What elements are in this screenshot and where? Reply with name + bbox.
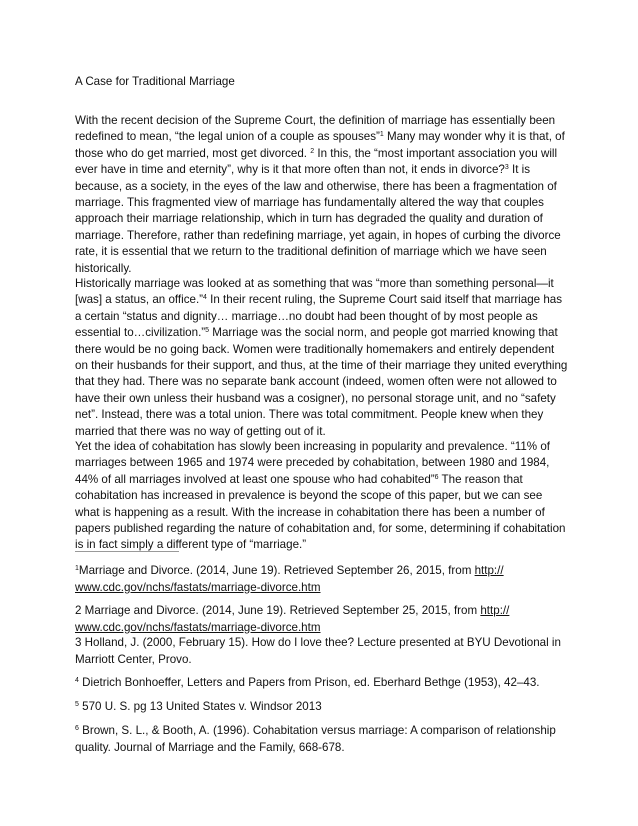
footnote-2 [75,603,555,636]
footnote-5-number: 5 [75,701,79,708]
body-text: marriages between 1965 and 1974 were preceded by cohabitation, between 1980 and 1984, [75,456,550,470]
body-line [75,179,555,195]
footnote-3-line-2: Marriott Center, Provo. [75,652,192,666]
body-text: redefined to mean, “the legal union of a couple as spouses” [75,130,380,144]
footnote-1-text: Marriage and Divorce. (2014, June 19). Retrieved September 26, 2015, from [78,564,475,577]
body-text: marriage. This fragmented view of marriage has fundamentally altered the way that couples [75,196,544,210]
footnote-4-text: Dietrich Bonhoeffer, Letters and Papers from Prison, ed. Eberhard Bethge (1953), 42–43. [78,676,540,689]
footnote-1-link[interactable]: www.cdc.gov/nchs/fastats/marriage-divorce.htm [75,580,321,594]
footnote-4-line-1 [75,675,555,692]
footnote-reference: 3 [504,164,509,172]
body-line [75,505,555,521]
footnote-2-line-1 [75,603,555,620]
body-text: cohabitation has increased in prevalence is beyond the scope of this paper, but we can see [75,489,543,503]
body-text: [was] a status, an office.” [75,293,204,307]
footnote-2-link[interactable]: www.cdc.gov/nchs/fastats/marriage-divorce.htm [75,620,321,634]
body-text: a certain “status and dignity… marriage…no doubt had been thought of by most people as [75,309,538,323]
footnote-reference: 5 [205,327,210,335]
footnote-3 [75,635,561,668]
footnote-reference: 2 [310,147,315,155]
body-line [75,391,555,407]
footnote-1 [75,563,555,596]
body-text: 44% of all marriages involved at least one spouse who had cohabited” [75,472,435,486]
body-text: It is [508,163,531,177]
footnote-5-text: 570 U. S. pg 13 United States v. Windsor 2013 [78,700,322,713]
body-paragraph-1 [75,113,565,277]
body-text: historically. [75,261,132,275]
body-text: is in fact simply a different type of “marriage.” [75,538,307,552]
footnote-6-line-1 [75,723,555,740]
body-line [75,129,565,145]
body-text: Many may wonder why it is that, of [383,130,565,144]
body-text: that they had. There was no separate bank account (indeed, women often were not allowed to [75,375,557,389]
body-text: Historically marriage was looked at as something that was “more than something personal—it [75,277,554,290]
footnote-5-line-1 [75,699,555,716]
body-text: because, as a society, in the eyes of the law and otherwise, there has been a fragmentation of [75,179,557,193]
footnote-2-number: 2 [75,604,82,617]
body-text: on their husbands for their support, and thus, at the time of their marriage they united everything [75,359,568,373]
body-line [75,309,555,325]
body-text: essential to…civilization.” [75,326,206,340]
body-line [75,472,555,488]
body-line [75,244,555,260]
body-line [75,146,558,162]
body-text: those who do get married, most get divorced. [75,146,311,160]
body-line [75,455,555,471]
footnote-reference: 1 [379,131,384,139]
body-line [75,261,555,277]
body-line [75,358,568,374]
footnote-4-number: 4 [75,677,79,684]
body-text: net”. Instead, there was a total union. There was total commitment. People knew when they [75,408,544,422]
body-line [75,162,555,178]
body-line [75,424,555,440]
body-line [75,276,555,292]
footnote-6 [75,723,555,756]
body-line [75,407,555,423]
footnote-6-text: Brown, S. L., & Booth, A. (1996). Cohabitation versus marriage: A comparison of relationship [78,724,556,737]
body-text: ever have in time and eternity”, why is it that more often than not, it ends in divorce? [75,163,505,177]
body-text: In their recent ruling, the Supreme Court said itself that marriage has [206,293,563,307]
footnote-3-line-1 [75,635,561,652]
footnote-reference: 4 [203,294,207,302]
body-text: rate, it is essential that we return to the traditional definition of marriage which we have seen [75,245,547,259]
body-text: marriage. Therefore, rather than redefining marriage, yet again, in hopes of curbing the divorce [75,228,561,242]
body-paragraph-3 [75,439,566,554]
footnote-2-text: Marriage and Divorce. (2014, June 19). Retrieved September 25, 2015, from [81,604,481,617]
body-line [75,488,555,504]
body-line [75,211,555,227]
footnote-1-number: 1 [75,565,79,572]
body-text: Marriage was the social norm, and people got married knowing that [209,326,558,340]
body-line [75,342,555,358]
footnote-separator [75,551,179,552]
footnote-1-link-start[interactable]: http:// [474,564,504,577]
footnote-1-line-1 [75,563,555,580]
footnote-4 [75,675,555,692]
body-text: approach their marriage relationship, which in turn has degraded the quality and duration of [75,212,543,226]
document-title: A Case for Traditional Marriage [75,75,235,88]
body-text: Yet the idea of cohabitation has slowly been increasing in popularity and prevalence. “11% of [75,440,551,453]
body-line [75,325,558,341]
body-text: married that there was no way of getting out of it. [75,424,326,438]
body-line [75,228,561,244]
body-text: there would be no going back. Women were traditionally homemakers and entirely dependent [75,342,555,356]
body-line [75,374,555,390]
footnote-3-number: 3 [75,636,82,649]
body-text: what is happening as a result. With the increase in cohabitation there has been a number of [75,505,545,519]
footnote-reference: 6 [434,473,439,481]
body-line [75,195,555,211]
body-line [75,521,566,537]
footnote-5 [75,699,555,716]
footnote-3-text: Holland, J. (2000, February 15). How do I love thee? Lecture presented at BYU Devotional in [81,636,561,649]
body-line [75,439,555,455]
body-line [75,292,563,308]
body-text: With the recent decision of the Supreme Court, the definition of marriage has essentially been [75,114,556,127]
footnote-6-number: 6 [75,725,79,732]
footnote-2-link-start[interactable]: http:// [480,604,510,617]
footnote-6-line-2: quality. Journal of Marriage and the Family, 668-678. [75,740,345,754]
body-line [75,113,555,129]
body-text: The reason that [438,472,523,486]
body-paragraph-2 [75,276,568,440]
body-text: have their own unless their husband was a cosigner), no personal storage unit, and no “safety [75,391,556,405]
body-text: In this, the “most important association you will [314,146,558,160]
body-text: papers published regarding the nature of cohabitation and, for some, determining if cohabitation [75,522,566,536]
